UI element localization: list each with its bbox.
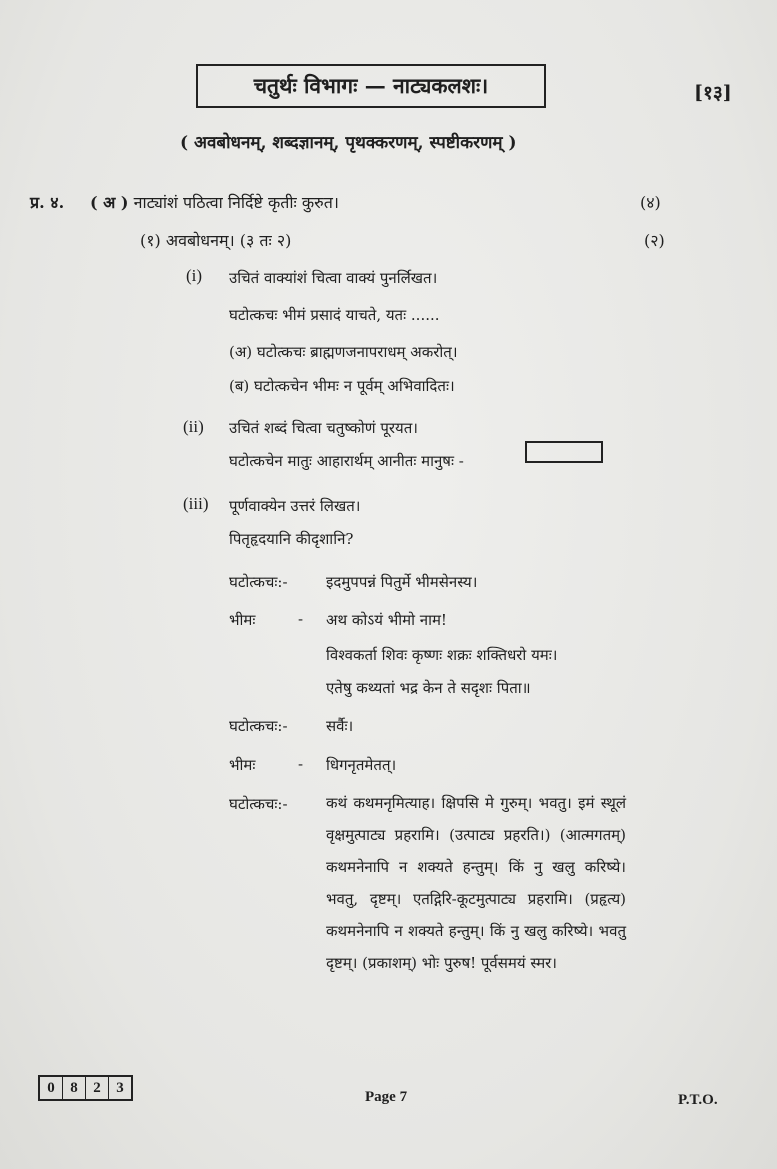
dialogue-line: अथ कोऽयं भीमो नाम! — [326, 611, 447, 629]
dialogue-speaker: घटोत्कचः:- — [229, 795, 288, 813]
verse-line: एतेषु कथ्यतां भद्र केन ते सदृशः पिता॥ — [326, 679, 531, 697]
question-number: प्र. ४. — [30, 193, 65, 212]
item-i-option-a: (अ) घटोत्कचः ब्राह्मणजनापराधम् अकरोत्। — [229, 343, 458, 361]
item-iii-number: (iii) — [183, 494, 209, 513]
section-title: चतुर्थः विभागः — नाट्यकलशः। — [253, 73, 489, 98]
code-digit: 3 — [116, 1079, 124, 1096]
footer-page-number: Page 7 — [365, 1089, 408, 1105]
dialogue-line: इदमुपपन्नं पितुर्मे भीमसेनस्य। — [326, 573, 478, 591]
question-instruction: नाट्यांशं पठित्वा निर्दिष्टे कृतीः कुरुत। — [133, 193, 339, 212]
sub-question-marks: (२) — [644, 231, 665, 250]
item-ii-instruction: उचितं शब्दं चित्वा चतुष्कोणं पूरयत। — [229, 419, 418, 437]
question-marks: (४) — [640, 193, 661, 212]
paper-code-box — [38, 1075, 133, 1101]
dialogue-speaker: भीमः — [229, 611, 256, 629]
verse-line: विश्वकर्ता शिवः कृष्णः शक्रः शक्तिधरो यमः। — [326, 646, 558, 664]
dialogue-line: धिगनृतमेतत्। — [326, 756, 397, 774]
item-i-instruction: उचितं वाक्यांशं चित्वा वाक्यं पुनर्लिखत। — [229, 269, 438, 287]
dialogue-paragraph: कथं कथमनृमित्याह। क्षिपसि मे गुरुम्। भवतु। इमं स्थूलं वृक्षमुत्पाट्य प्रहरामि। (उत्पाट्य प्रहरति।) (आत्मगतम्) कथमनेनापि न शक्यते हन्तुम्। किं नु खलु करिष्ये। भवतु, दृष्टम्। एतद्गिरि-कूटमुत्पाट्य प्रहरामि। (प्रहृत्य) कथमनेनापि न शक्यते हन्तुम्। किं नु खलु करिष्ये। भवतु दृष्टम्। (प्रकाशम्) भोः पुरुष! पूर्वसमयं स्मर। — [326, 794, 626, 972]
item-i-option-b: (ब) घटोत्कचेन भीमः न पूर्वम् अभिवादितः। — [229, 377, 455, 395]
item-i-number: (i) — [186, 266, 203, 285]
item-iii-stem: पितृहृदयानि कीदृशानि? — [229, 530, 354, 548]
dialogue-speaker: घटोत्कचः:- — [229, 717, 288, 735]
section-title-box — [196, 64, 546, 108]
code-digit: 2 — [86, 1077, 109, 1099]
code-digit: 8 — [63, 1077, 86, 1099]
dialogue-dash: - — [298, 755, 304, 773]
dialogue-dash: - — [298, 610, 304, 628]
page-label: [१३] — [694, 82, 732, 104]
code-digit: 0 — [40, 1077, 63, 1099]
item-iii-instruction: पूर्णवाक्येन उत्तरं लिखत। — [229, 497, 361, 515]
sub-question-label: (१) अवबोधनम्। (३ तः २) — [140, 231, 292, 250]
section-subtitle: ( अवबोधनम्, शब्दज्ञानम्, पृथक्करणम्, स्पष्टीकरणम् ) — [180, 133, 517, 153]
item-ii-stem: घटोत्कचेन मातुः आहारार्थम् आनीतः मानुषः - — [229, 452, 464, 470]
question-part-label: ( अ ) — [90, 193, 129, 212]
item-ii-number: (ii) — [183, 417, 204, 436]
dialogue-speaker: घटोत्कचः:- — [229, 573, 288, 591]
footer-pto: P.T.O. — [678, 1092, 718, 1108]
item-i-stem: घटोत्कचः भीमं प्रसादं याचते, यतः ...... — [229, 306, 440, 324]
question-instruction-row — [90, 191, 339, 213]
answer-box[interactable] — [525, 441, 603, 463]
dialogue-speaker: भीमः — [229, 756, 256, 774]
dialogue-line: सर्वैः। — [326, 717, 354, 735]
